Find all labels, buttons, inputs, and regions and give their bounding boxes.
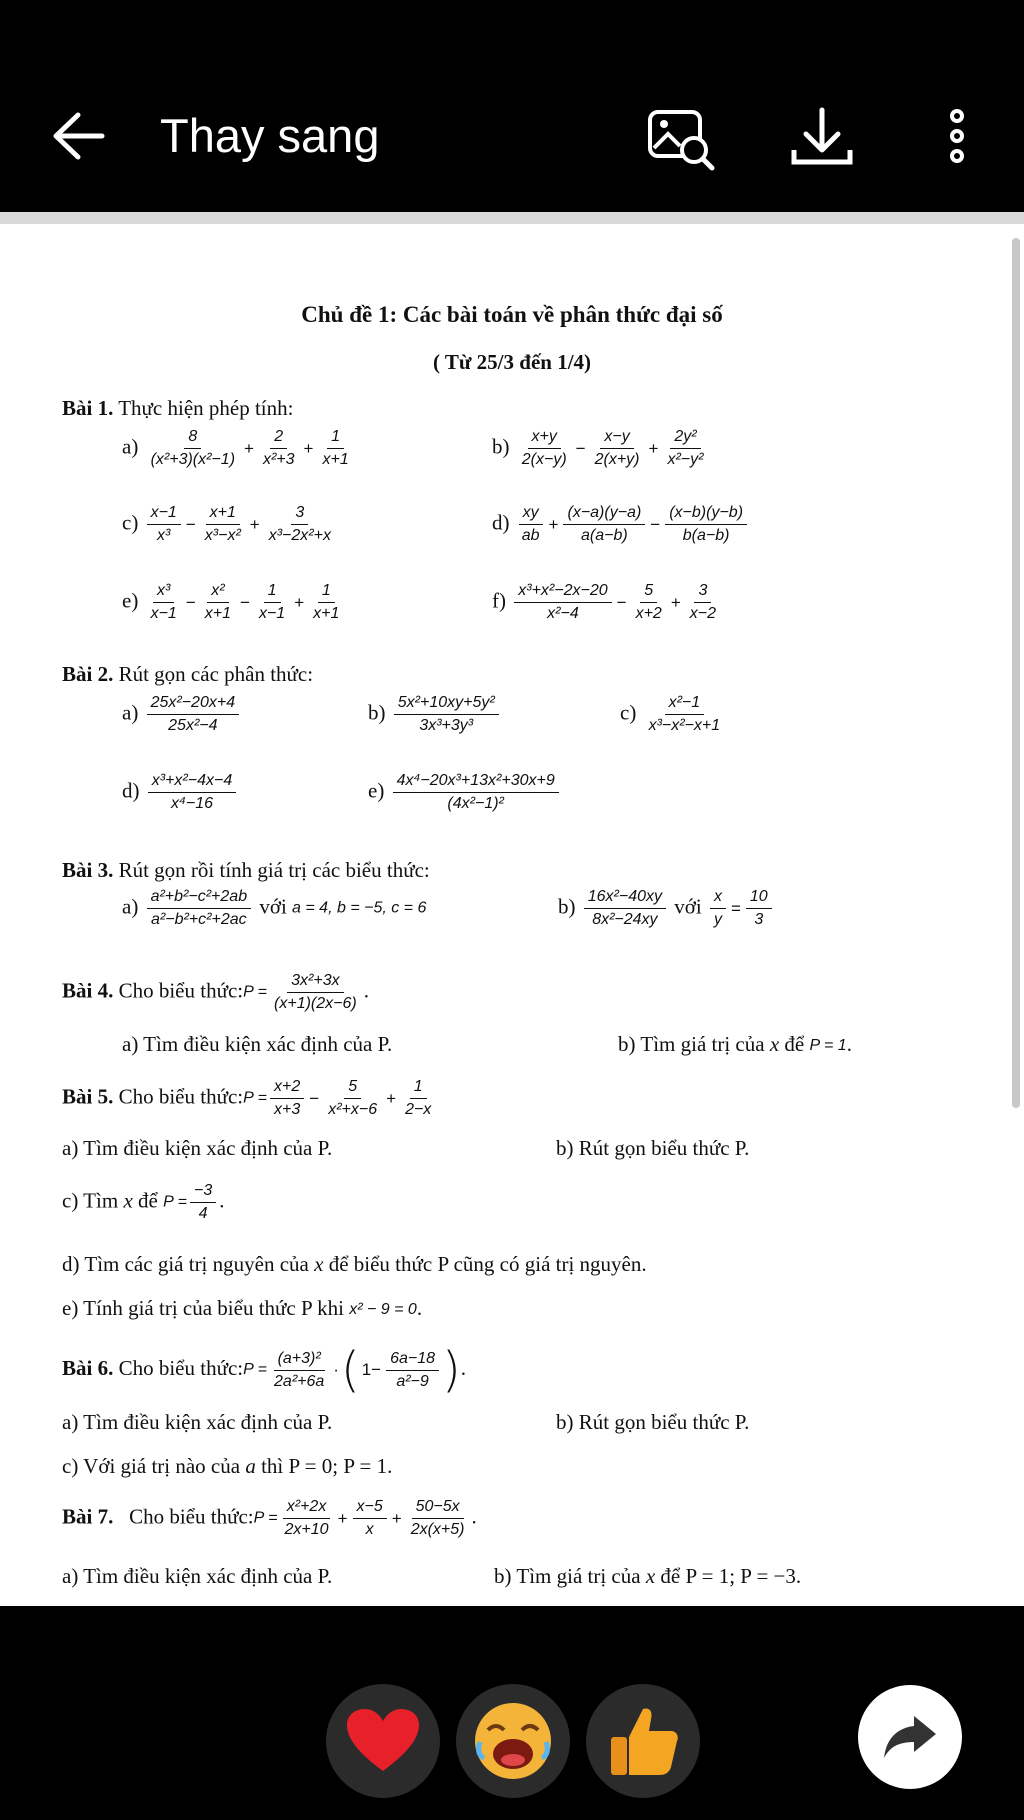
laugh-reaction[interactable]	[456, 1684, 570, 1798]
bai2-heading: Bài 2. Rút gọn các phân thức:	[62, 662, 314, 686]
bai5-heading: Bài 5. Cho biểu thức:P = $\frac{x+2}{x+3}$ − $\frac{5}{\text{x²+x−6}}$ + $\frac{1}{2-x}$	[62, 1078, 432, 1118]
bai6-a: a) Tìm điều kiện xác định của P.	[62, 1410, 333, 1434]
doc-subtitle: ( Từ 25/3 đến 1/4)	[432, 350, 592, 374]
bai1-b: b) $\frac{x+y}{2(x-y)}$ − $\frac{x-y}{2(x+y)}$ + $\frac{\text{2y²}}{\text{x²−y²}}$	[492, 428, 704, 468]
bai6-c: c) Với giá trị nào của a thì P = 0; P = 1.	[62, 1454, 393, 1478]
bai5-c: c) Tìm x để P = $\frac{-3}{4}$ .	[62, 1182, 225, 1222]
bai2-c: c) $\frac{\text{x²−1}}{\text{x³−x²−x+1}}$	[620, 694, 721, 734]
bai1-e: e) $\frac{\text{x³}}{x-1}$ − $\frac{\text{x²}}{x+1}$ − $\frac{1}{x-1}$ + $\frac{1}{x+1}$	[122, 582, 340, 622]
bai1-d: d) $\frac{xy}{ab}$ + $\frac{(x-a)(y-a)}{a(a-b)}$ − $\frac{(x-b)(y-b)}{b(a-b)}$	[492, 504, 750, 545]
bai4-b: b) Tìm giá trị của x để P = 1.	[618, 1032, 852, 1056]
bai1-f: f) $\frac{\text{x³+x²−2x−20}}{\text{x²−4}}$ − $\frac{5}{x+2}$ + $\frac{3}{x-2}$	[492, 582, 717, 622]
bai2-e: e) $\frac{\text{4x⁴−20x³+13x²+30x+9}}{\text{(4x²−1)²}}$	[368, 772, 562, 813]
bai4-a: a) Tìm điều kiện xác định của P.	[122, 1032, 393, 1056]
thumbs-up-icon	[603, 1701, 683, 1781]
bai2-b: b) $\frac{\text{5x²+10xy+5y²}}{\text{3x³+3y³}}$	[368, 694, 502, 735]
laugh-icon	[470, 1698, 556, 1784]
like-reaction[interactable]	[586, 1684, 700, 1798]
bai5-b: b) Rút gọn biểu thức P.	[556, 1136, 750, 1160]
bai6-b: b) Rút gọn biểu thức P.	[556, 1410, 750, 1434]
bai5-a: a) Tìm điều kiện xác định của P.	[62, 1136, 333, 1160]
bai6-heading: Bài 6. Cho biểu thức:P = $\frac{\text{(a+3)²}}{\text{2a²+6a}}$ ·( 1− $\frac{6a-18}{\text{a²−9}}$ ).	[62, 1342, 466, 1398]
bai5-e: e) Tính giá trị của biểu thức P khi x² − 9 = 0.	[62, 1296, 423, 1320]
bai3-heading: Bài 3. Rút gọn rồi tính giá trị các biểu thức:	[62, 858, 430, 882]
document-image[interactable]	[0, 212, 1024, 1606]
bai1-c: c) $\frac{x-1}{\text{x³}}$ − $\frac{x+1}{\text{x³−x²}}$ + $\frac{3}{\text{x³−2x²+x}}$	[122, 504, 331, 544]
heart-reaction[interactable]	[326, 1684, 440, 1798]
more-options-icon[interactable]	[918, 104, 968, 176]
download-icon[interactable]	[782, 104, 862, 176]
bai5-d: d) Tìm các giá trị nguyên của x để biểu thức P cũng có giá trị nguyên.	[62, 1252, 647, 1276]
bai2-a: a) $\frac{\text{25x²−20x+4}}{\text{25x²−4}}$	[122, 694, 242, 735]
bai1-heading: Bài 1. Thực hiện phép tính:	[62, 396, 294, 420]
bai3-a: a) $\frac{\text{a²+b²−c²+2ab}}{\text{a²−b²+c²+2ac}}$ với a = 4, b = −5, c = 6	[122, 888, 427, 928]
doc-title: Chủ đề 1: Các bài toán về phân thức đại số	[301, 302, 723, 327]
bai1-a: a) $\frac{8}{\text{(x²+3)(x²−1)}}$ + $\frac{2}{\text{x²+3}}$ + $\frac{1}{x+1}$	[122, 428, 349, 468]
back-arrow-icon[interactable]	[50, 111, 110, 161]
bai4-heading: Bài 4. Cho biểu thức:P = $\frac{\text{3x²+3x}}{(x+1)(2x-6)}$ .	[62, 972, 369, 1012]
share-icon	[880, 1712, 940, 1762]
bai7-b: b) Tìm giá trị của x để P = 1; P = −3.	[494, 1564, 802, 1588]
reaction-bar	[0, 1606, 1024, 1820]
share-button[interactable]	[858, 1685, 962, 1789]
bai7-a: a) Tìm điều kiện xác định của P.	[62, 1564, 333, 1588]
chat-title: Thay sang	[160, 109, 380, 162]
bai7-heading: Bài 7. Cho biểu thức:P = $\frac{\text{x²+2x}}{2x+10}$ + $\frac{x-5}{x}$ + $\frac{50-5x}{2x(x+5)}$ .	[62, 1498, 477, 1538]
bai3-b: b) $\frac{\text{16x²−40xy}}{\text{8x²−24xy}}$ với $\frac{x}{y}$ = $\frac{10}{3}$	[558, 888, 775, 929]
top-bar	[0, 0, 1024, 212]
heart-icon	[343, 1705, 423, 1777]
image-search-icon[interactable]	[640, 104, 720, 176]
bai2-d: d) $\frac{\text{x³+x²−4x−4}}{\text{x⁴−16}}$	[122, 772, 239, 813]
